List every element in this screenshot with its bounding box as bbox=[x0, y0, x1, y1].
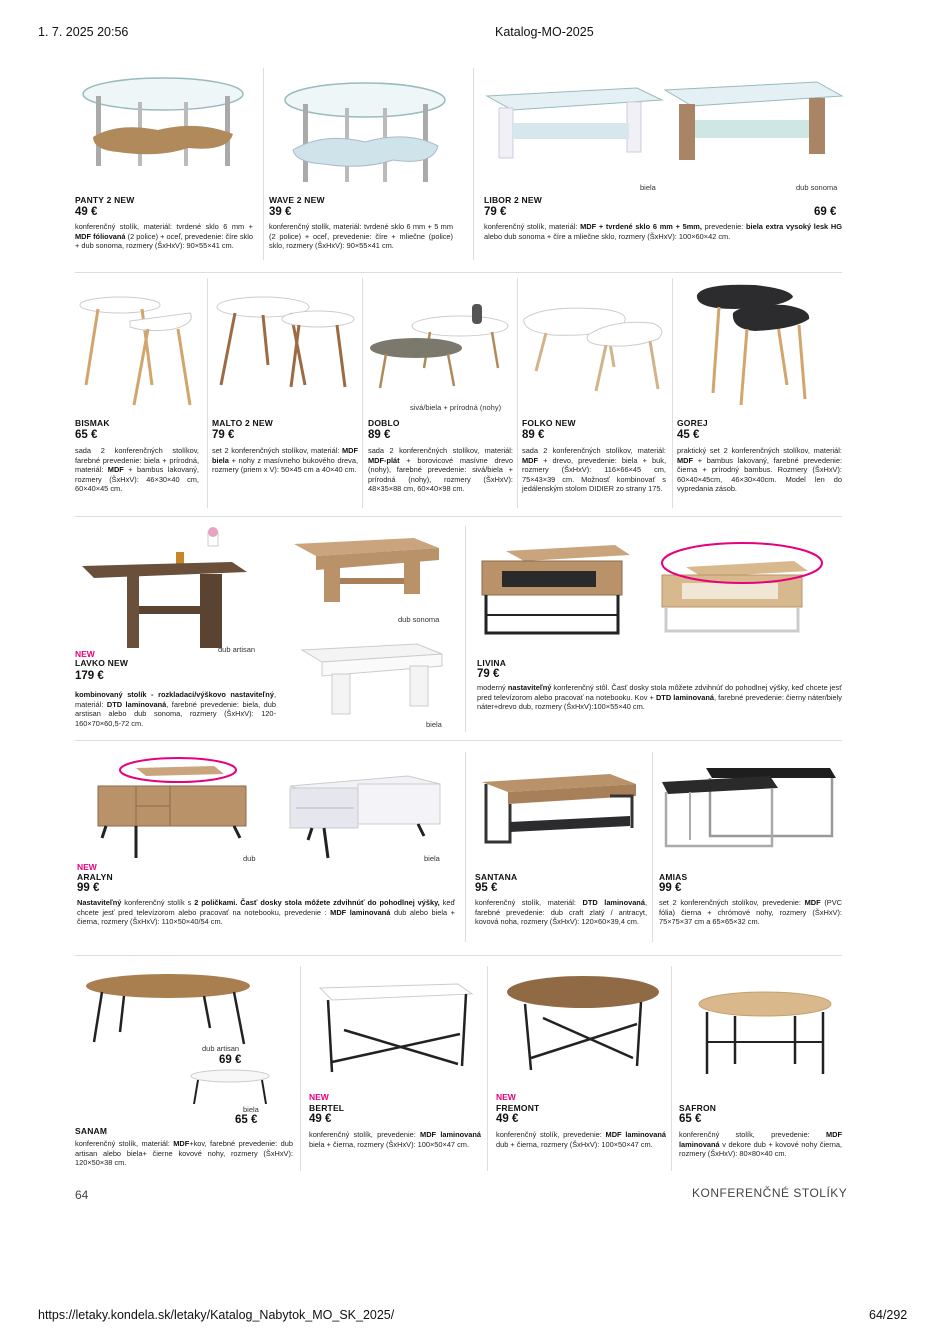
product-description: konferenčný stolík, materiál: DTD laminovaná, farebné prevedenie: dub craft zlatý / antracyt, kovová noha, rozmery (ŠxHxV): 120×60×39,4 cm. bbox=[475, 898, 647, 927]
product-price: 79 € bbox=[212, 429, 235, 441]
product-description: sada 2 konferenčných stolíkov, materiál: MDF + drevo, prevedenie: biela + buk, rozmery (ŠxHxV): 116×66×45 cm, 75×43×39 cm. Možnosť kombinovať s jedálenským stolom DIDIER zo strany 175. bbox=[522, 446, 666, 494]
santana-table-image bbox=[480, 770, 640, 845]
product-description: set 2 konferenčných stolíkov, prevedenie: MDF (PVC fólia) čierna + chrómové nohy, rozmery (ŠxHxV): 75×75×37 cm a 65×65×32 cm. bbox=[659, 898, 842, 927]
fremont-table-image bbox=[505, 974, 660, 1074]
divider bbox=[672, 278, 673, 508]
document-title: Katalog-MO-2025 bbox=[495, 25, 594, 39]
product-price: 89 € bbox=[522, 429, 545, 441]
panty-table-image bbox=[78, 72, 248, 172]
divider bbox=[263, 68, 264, 260]
lavko-oak-image bbox=[294, 534, 439, 604]
divider bbox=[300, 966, 301, 1171]
product-description: sada 2 konferenčných stolíkov, materiál: MDF-plát + borovicové masívne drevo (nohy), farebné prevedenie: sivá/biela + prírodná (nohy), rozmery (ŠxHxV): 48×35×88 cm, 60×40×98 cm. bbox=[368, 446, 513, 494]
libor-table-image bbox=[487, 78, 842, 173]
gorej-table-image bbox=[695, 283, 815, 408]
aralyn-table-image bbox=[96, 750, 251, 860]
wave-table-image bbox=[283, 80, 448, 185]
libor-caption-oak: dub sonoma bbox=[796, 183, 838, 192]
product-description: konferenčný stolík, materiál: tvrdené sklo 6 mm + MDF fóliovaná (2 police) + oceľ, prevedenie: číre sklo + dub sonoma, rozmery (ŠxHxV): 90×55×41 cm. bbox=[75, 222, 253, 251]
product-name: ARALYN bbox=[77, 872, 113, 882]
new-badge: NEW bbox=[496, 1092, 516, 1102]
lavko-white-image bbox=[302, 640, 442, 720]
divider bbox=[75, 516, 842, 517]
product-name: BISMAK bbox=[75, 418, 110, 428]
sanam-caption-white: biela bbox=[243, 1105, 259, 1114]
aralyn-white-image bbox=[288, 770, 443, 860]
product-description: kombinovaný stolík - rozkladací/výškovo nastaviteľný, materiál: DTD laminovaná, farebné prevedenie: biela, dub arstisan alebo dub sonoma, rozmery (ŠxHxV): 120-160×70×60,5-72 cm. bbox=[75, 690, 276, 728]
divider bbox=[473, 68, 474, 260]
sanam-white-image bbox=[190, 1070, 270, 1106]
new-badge: NEW bbox=[309, 1092, 329, 1102]
product-price: 65 € bbox=[235, 1114, 258, 1126]
section-title: KONFERENČNÉ STOLÍKY bbox=[692, 1186, 848, 1200]
product-description: konferenčný stolík, materiál: MDF + tvrdené sklo 6 mm + 5mm, prevedenie: biela extra vysoký lesk HG alebo dub sonoma + číre a mliečne sklo, rozmery (ŠxHxV): 100×60×42 cm. bbox=[484, 222, 842, 241]
product-price: 99 € bbox=[659, 882, 682, 894]
new-badge: NEW bbox=[75, 649, 95, 659]
lavko-table-image bbox=[82, 528, 252, 653]
new-badge: NEW bbox=[77, 862, 97, 872]
product-description: praktický set 2 konferenčných stolíkov, materiál: MDF + bambus lakovaný, farebné prevedenie: čierna + prírodný bambus. Rozmery (ŠxHxV): 60×40×45cm, 46×30×40cm. Model len do vypredania zásob. bbox=[677, 446, 842, 494]
aralyn-caption-white: biela bbox=[424, 854, 440, 863]
product-description: konferenčný stolík, prevedenie: MDF laminovaná dub + čierna, rozmery (ŠxHxV): 100×50×47 cm. bbox=[496, 1130, 666, 1149]
source-url[interactable]: https://letaky.kondela.sk/letaky/Katalog_Nabytok_MO_SK_2025/ bbox=[38, 1308, 395, 1322]
print-datetime: 1. 7. 2025 20:56 bbox=[38, 25, 129, 39]
lavko-caption-artisan: dub artisan bbox=[218, 645, 256, 654]
product-name: AMIAS bbox=[659, 872, 688, 882]
product-name: SANTANA bbox=[475, 872, 518, 882]
product-name: BERTEL bbox=[309, 1103, 345, 1113]
product-price: 39 € bbox=[269, 206, 292, 218]
product-price: 49 € bbox=[309, 1113, 332, 1125]
product-price: 49 € bbox=[75, 206, 98, 218]
product-price: 49 € bbox=[496, 1113, 519, 1125]
product-price: 95 € bbox=[475, 882, 498, 894]
product-price: 79 € bbox=[477, 668, 500, 680]
product-price: 179 € bbox=[75, 670, 104, 682]
product-price: 89 € bbox=[368, 429, 391, 441]
print-page-count: 64/292 bbox=[869, 1308, 908, 1322]
amias-table-image bbox=[660, 766, 840, 851]
divider bbox=[362, 278, 363, 508]
malto-table-image bbox=[213, 295, 358, 390]
product-price: 65 € bbox=[679, 1113, 702, 1125]
product-name: SAFRON bbox=[679, 1103, 717, 1113]
livina-table-image bbox=[480, 535, 830, 635]
libor-caption-white: biela bbox=[640, 183, 656, 192]
sanam-table-image bbox=[84, 972, 254, 1047]
bertel-table-image bbox=[318, 980, 473, 1075]
product-description: moderný nastaviteľný konferenčný stôl. Časť dosky stola môžete zdvihnúť do pohodlnej výšky, keď chcete jesť pred televízorom alebo pracovať na notebooku. Kov + DTD laminovaná, farebné prevedenie: čierny náter/biely náter+drevo dub, rozmery (ŠxHxV):100×55×40 cm. bbox=[477, 683, 842, 712]
product-description: konferenčný stolík, prevedenie: MDF laminovaná biela + čierna, rozmery (ŠxHxV): 100×50×47 cm. bbox=[309, 1130, 481, 1149]
product-name: MALTO 2 NEW bbox=[212, 418, 273, 428]
divider bbox=[465, 526, 466, 732]
sanam-caption-artisan: dub artisan bbox=[202, 1044, 240, 1053]
product-name: FOLKO NEW bbox=[522, 418, 576, 428]
divider bbox=[207, 278, 208, 508]
product-price: 45 € bbox=[677, 429, 700, 441]
product-description: set 2 konferenčných stolíkov, materiál: MDF biela + nohy z masívneho bukového dreva, rozmery (priem x V): 50×45 cm a 40×40 cm. bbox=[212, 446, 358, 475]
product-name: LIBOR 2 NEW bbox=[484, 195, 542, 205]
folko-table-image bbox=[522, 305, 667, 395]
product-description: sada 2 konferenčných stolíkov, farebné prevedenie: biela + prírodná, materiál: MDF + bambus lakovaný, rozmery (ŠxHxV): 46×30×40 cm, 60×40×45 cm. bbox=[75, 446, 199, 494]
product-name: PANTY 2 NEW bbox=[75, 195, 135, 205]
divider bbox=[75, 740, 842, 741]
product-name: SANAM bbox=[75, 1126, 108, 1136]
product-price: 99 € bbox=[77, 882, 100, 894]
divider bbox=[465, 752, 466, 942]
lavko-caption-sonoma: dub sonoma bbox=[398, 615, 440, 624]
product-name: FREMONT bbox=[496, 1103, 540, 1113]
product-name: WAVE 2 NEW bbox=[269, 195, 325, 205]
divider bbox=[75, 955, 842, 956]
product-price-alt: 69 € bbox=[814, 206, 837, 218]
product-description: Nastaviteľný konferenčný stolík s 2 poličkami. Časť dosky stola môžete zdvihnúť do pohodlnej výšky, keď chcete jesť pred televízorom alebo pracovať na notebooku, prevedenie : MDF laminovaná dub alebo biela + čierna, rozmery (ŠxHxV): 110×50×40/54 cm. bbox=[77, 898, 455, 927]
product-description: konferenčný stolík, materiál: tvrdené sklo 6 mm + 5 mm (2 police) + oceľ, prevedenie: číre + mliečne (police) sklo, rozmery (ŠxHxV): 90×55×41 cm. bbox=[269, 222, 453, 251]
product-name: DOBLO bbox=[368, 418, 400, 428]
lavko-caption-white: biela bbox=[426, 720, 442, 729]
divider bbox=[671, 966, 672, 1171]
divider bbox=[487, 966, 488, 1171]
bismak-table-image bbox=[78, 295, 198, 410]
divider bbox=[75, 272, 842, 273]
product-name: LIVINA bbox=[477, 658, 507, 668]
page-number: 64 bbox=[75, 1188, 89, 1202]
aralyn-caption-oak: dub bbox=[243, 854, 256, 863]
product-description: konferenčný stolík, materiál: MDF+kov, farebné prevedenie: dub artisan alebo biela+ čierne kovové nohy, rozmery (ŠxHxV): 120×50×38 cm. bbox=[75, 1139, 293, 1168]
product-price: 69 € bbox=[219, 1054, 242, 1066]
product-name: GOREJ bbox=[677, 418, 708, 428]
doblo-table-image bbox=[368, 300, 513, 390]
product-price: 65 € bbox=[75, 429, 98, 441]
product-price: 79 € bbox=[484, 206, 507, 218]
safron-table-image bbox=[695, 990, 835, 1080]
product-description: konferenčný stolík, prevedenie: MDF laminovaná v dekore dub + kovové nohy čierna, rozmery (ŠxHxV): 80×80×40 cm. bbox=[679, 1130, 842, 1159]
product-name: LAVKO NEW bbox=[75, 658, 129, 668]
divider bbox=[652, 752, 653, 942]
divider bbox=[517, 278, 518, 508]
doblo-caption: sivá/biela + prírodná (nohy) bbox=[410, 403, 502, 412]
